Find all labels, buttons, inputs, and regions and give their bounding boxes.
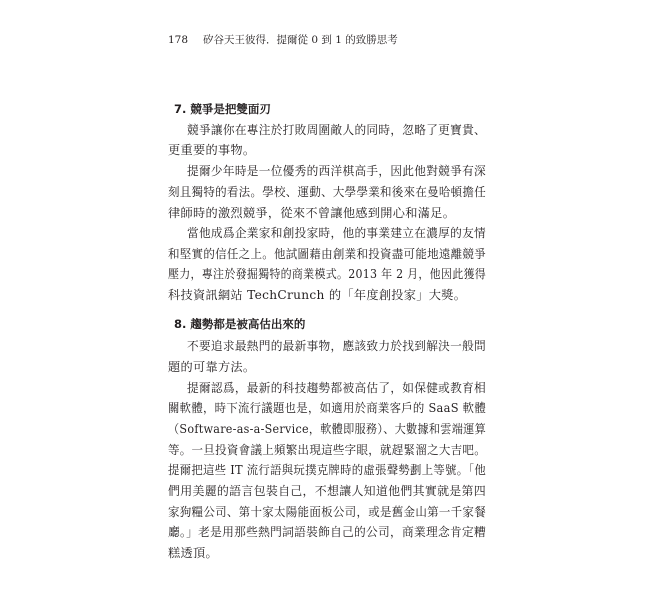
paragraph-line: 糕透頂。 [168,546,218,560]
paragraph-line: 刻且獨特的看法。學校、運動、大學學業和後來在曼哈頓擔任 [168,185,486,199]
paragraph-line: 不要追求最熱門的最新事物，應該致力於找到解決一般問 [187,339,486,353]
paragraph-line: 科技資訊網站 TechCrunch 的「年度創投家」大獎。 [168,288,467,302]
paragraph-line: 關軟體，時下流行議題也是，如適用於商業客戶的 SaaS 軟體 [168,401,486,415]
paragraph-line: （Software-as-a-Service，軟體即服務）、大數據和雲端運算 [168,422,486,436]
paragraph-line: 家狗糧公司、第十家太陽能面板公司，或是舊金山第一千家餐 [168,505,486,519]
paragraph-line: 題的可靠方法。 [168,360,256,374]
paragraph-line: 律師時的激烈競爭，從來不曾讓他感到開心和滿足。 [168,206,456,220]
book-title: 矽谷天王彼得．提爾從 0 到 1 的致勝思考 [203,34,398,46]
running-header [168,33,398,47]
paragraph-line: 更重要的事物。 [168,143,256,157]
paragraph-line: 提爾少年時是一位優秀的西洋棋高手，因此他對競爭有深 [187,164,486,178]
paragraph-line: 和堅實的信任之上。他試圖藉由創業和投資盡可能地遠離競爭 [168,247,486,261]
paragraph-line: 們用美麗的語言包裝自己，不想讓人知道他們其實就是第四 [168,484,486,498]
paragraph-line: 壓力，專注於發掘獨特的商業模式。2013 年 2 月，他因此獲得 [168,267,486,281]
paragraph-line: 等。一旦投資會議上頻繁出現這些字眼，就趕緊溜之大吉吧。 [168,443,486,457]
page-number: 178 [168,34,189,46]
paragraph-line: 提爾把這些 IT 流行語與玩撲克牌時的虛張聲勢劃上等號。「他 [168,463,486,477]
paragraph-line: 提爾認爲，最新的科技趨勢都被高估了，如保健或教育相 [187,381,486,395]
paragraph-line: 廳。」老是用那些熱門詞語裝飾自己的公司，商業理念肯定糟 [168,525,486,539]
section-title-7: 7. 競爭是把雙面刃 [174,102,271,116]
paragraph-line: 當他成爲企業家和創投家時，他的事業建立在濃厚的友情 [187,226,486,240]
section-title-8: 8. 趨勢都是被高估出來的 [174,317,306,331]
paragraph-line: 競爭讓你在專注於打敗周圍敵人的同時，忽略了更寶貴、 [187,123,486,137]
